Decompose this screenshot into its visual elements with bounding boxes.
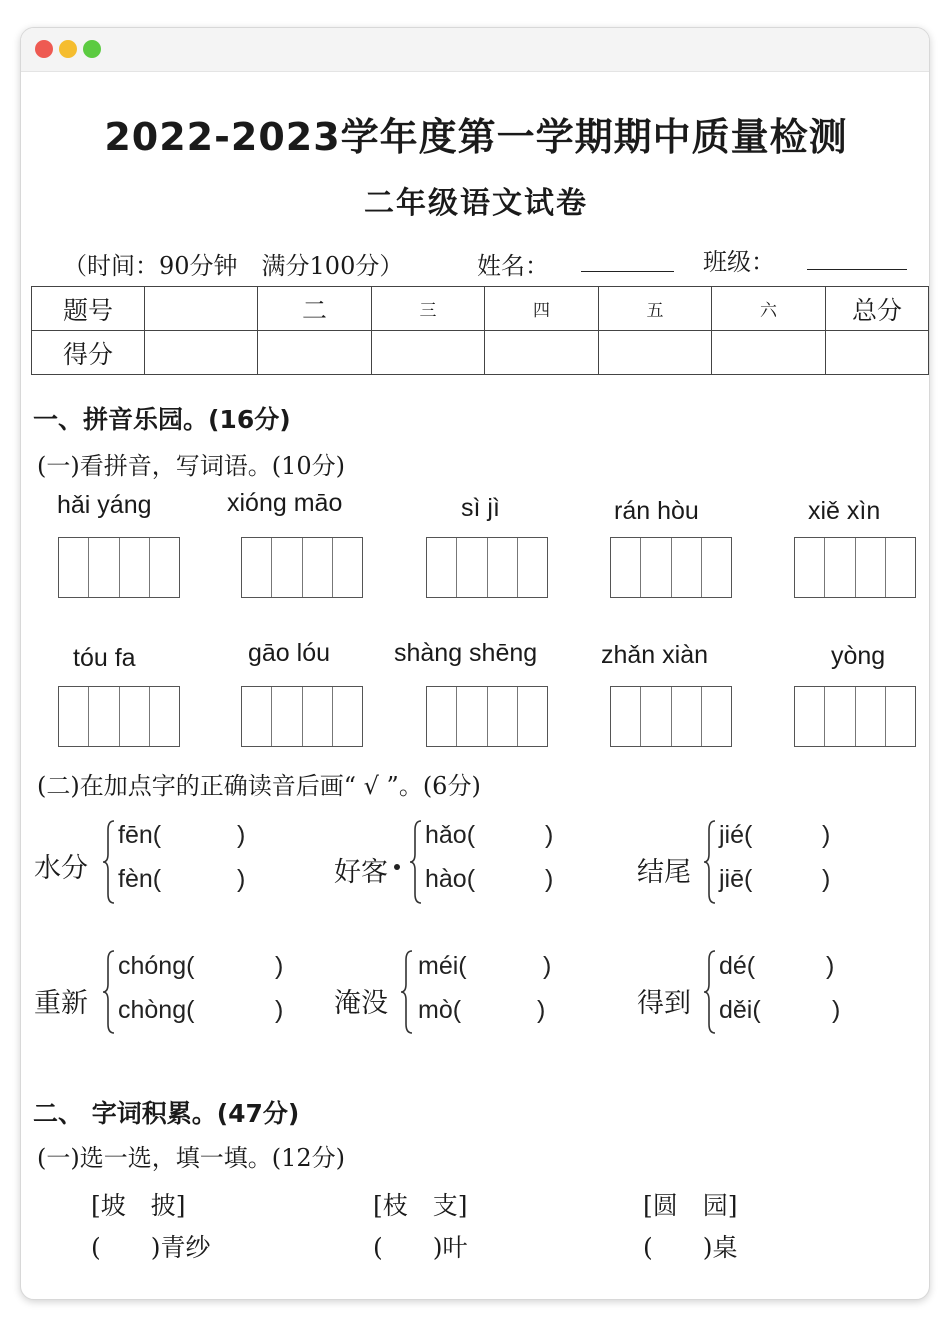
- section1-part2-heading: (二)在加点字的正确读音后画“ √ ”。(6分): [37, 772, 481, 800]
- score-row-label: 得分: [32, 331, 145, 375]
- character-grid[interactable]: [58, 686, 180, 747]
- checkmark-slot[interactable]: ): [545, 821, 554, 849]
- pinyin-prompt: yòng: [831, 642, 886, 670]
- section1-part1-heading: (一)看拼音，写词语。(10分): [37, 452, 345, 480]
- character-grid[interactable]: [426, 686, 548, 747]
- score-header-cell: 题号: [32, 287, 145, 331]
- left-brace-icon: [704, 950, 716, 1034]
- checkmark-slot[interactable]: ): [832, 996, 841, 1024]
- checkmark-slot[interactable]: ): [537, 996, 546, 1024]
- section1-heading: 一、拼音乐园。(16分): [33, 405, 291, 434]
- score-input-cell[interactable]: [826, 331, 929, 375]
- score-input-cell[interactable]: [599, 331, 712, 375]
- checkmark-slot[interactable]: ): [543, 952, 552, 980]
- character-grid[interactable]: [241, 686, 363, 747]
- class-label: 班级：: [703, 248, 775, 276]
- pinyin-option: méi(: [418, 952, 467, 980]
- document-window: [20, 27, 930, 1300]
- checkmark-slot[interactable]: ): [275, 996, 284, 1024]
- pinyin-option: fèn(: [118, 865, 162, 893]
- class-blank[interactable]: [807, 268, 907, 270]
- time-info: （时间：90分钟 满分100分）: [63, 252, 404, 280]
- character-grid[interactable]: [610, 686, 732, 747]
- score-header-cell: 二: [258, 287, 372, 331]
- pinyin-prompt: xiě xìn: [808, 497, 881, 525]
- character-grid[interactable]: [426, 537, 548, 598]
- pinyin-option: hào(: [425, 865, 476, 893]
- score-header-cell: [145, 287, 258, 331]
- target-word: 结尾: [637, 857, 691, 888]
- pinyin-prompt: gāo lóu: [248, 639, 331, 667]
- character-choices: [枝 支]: [373, 1191, 468, 1220]
- pinyin-option: jiē(: [719, 865, 753, 893]
- score-header-cell: 五: [599, 287, 712, 331]
- checkmark-slot[interactable]: ): [237, 821, 246, 849]
- pinyin-option: mò(: [418, 996, 462, 1024]
- left-brace-icon: [103, 950, 115, 1034]
- checkmark-slot[interactable]: ): [237, 865, 246, 893]
- score-input-cell[interactable]: [372, 331, 485, 375]
- exam-subtitle: 二年级语文试卷: [364, 186, 588, 221]
- pinyin-prompt: rán hòu: [614, 497, 699, 525]
- pinyin-option: děi(: [719, 996, 761, 1024]
- score-table-score-row: [32, 331, 929, 375]
- left-brace-icon: [103, 820, 115, 904]
- pinyin-prompt: shàng shēng: [394, 639, 538, 667]
- score-header-cell: 四: [485, 287, 599, 331]
- pinyin-option: hǎo(: [425, 821, 476, 849]
- pinyin-option: chòng(: [118, 996, 195, 1024]
- section2-part1-heading: (一)选一选，填一填。(12分): [37, 1144, 345, 1172]
- minimize-window-icon[interactable]: [59, 40, 77, 58]
- score-input-cell[interactable]: [712, 331, 826, 375]
- score-input-cell[interactable]: [258, 331, 372, 375]
- character-grid[interactable]: [58, 537, 180, 598]
- checkmark-slot[interactable]: ): [822, 821, 831, 849]
- exam-title: 2022-2023学年度第一学期期中质量检测: [104, 115, 848, 159]
- pinyin-option: chóng(: [118, 952, 195, 980]
- pinyin-option: jié(: [719, 821, 753, 849]
- fill-in-blank[interactable]: ( )桌: [643, 1233, 738, 1262]
- pinyin-option: dé(: [719, 952, 756, 980]
- target-word: 好客: [334, 857, 388, 888]
- character-choices: [圆 园]: [643, 1191, 738, 1220]
- target-word: 重新: [34, 988, 88, 1019]
- target-word: 淹没: [334, 988, 388, 1019]
- left-brace-icon: [401, 950, 413, 1034]
- name-label: 姓名：: [477, 252, 549, 280]
- character-grid[interactable]: [610, 537, 732, 598]
- pinyin-prompt: tóu fa: [73, 644, 136, 672]
- character-choices: [坡 披]: [91, 1191, 186, 1220]
- score-input-cell[interactable]: [145, 331, 258, 375]
- pinyin-prompt: hǎi yáng: [57, 491, 152, 519]
- pinyin-option: fēn(: [118, 821, 162, 849]
- target-word: 得到: [637, 988, 691, 1019]
- left-brace-icon: [704, 820, 716, 904]
- fill-in-blank[interactable]: ( )青纱: [91, 1233, 211, 1262]
- checkmark-slot[interactable]: ): [822, 865, 831, 893]
- left-brace-icon: [410, 820, 422, 904]
- close-window-icon[interactable]: [35, 40, 53, 58]
- score-table-header-row: [32, 287, 929, 331]
- pinyin-prompt: xióng māo: [227, 489, 343, 517]
- checkmark-slot[interactable]: ): [545, 865, 554, 893]
- score-table: [31, 286, 929, 375]
- character-grid[interactable]: [794, 537, 916, 598]
- score-header-cell: 六: [712, 287, 826, 331]
- pinyin-prompt: sì jì: [461, 494, 500, 522]
- emphasis-dot-icon: [394, 864, 400, 870]
- pinyin-prompt: zhǎn xiàn: [601, 641, 709, 669]
- name-blank[interactable]: [581, 270, 674, 272]
- character-grid[interactable]: [241, 537, 363, 598]
- checkmark-slot[interactable]: ): [826, 952, 835, 980]
- score-header-cell: 三: [372, 287, 485, 331]
- window-titlebar: [21, 28, 929, 72]
- fill-in-blank[interactable]: ( )叶: [373, 1233, 468, 1262]
- maximize-window-icon[interactable]: [83, 40, 101, 58]
- character-grid[interactable]: [794, 686, 916, 747]
- section2-heading: 二、 字词积累。(47分): [33, 1099, 300, 1128]
- checkmark-slot[interactable]: ): [275, 952, 284, 980]
- score-header-cell: 总分: [826, 287, 929, 331]
- target-word: 水分: [34, 853, 88, 884]
- score-input-cell[interactable]: [485, 331, 599, 375]
